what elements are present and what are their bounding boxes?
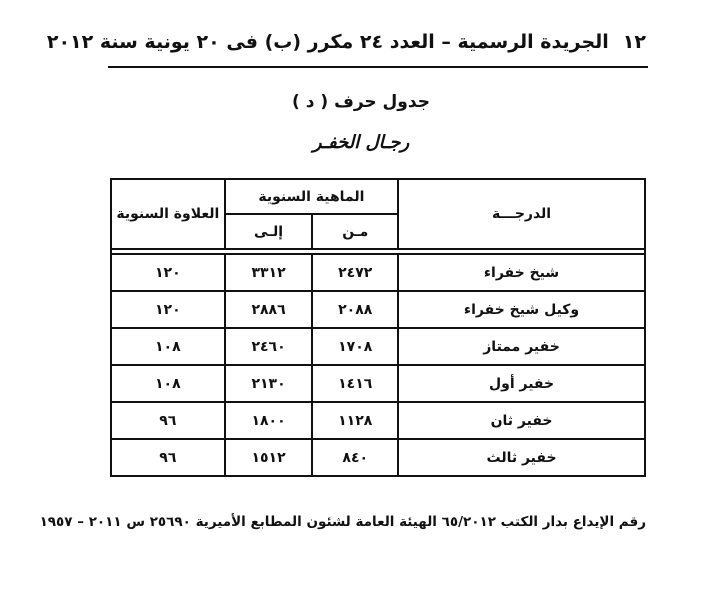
page-number: ١٢ (622, 31, 646, 53)
cell-from: ١١٢٨ (312, 402, 398, 439)
header-to: إلـى (225, 214, 313, 249)
section-title: رجـال الخفـر (312, 132, 410, 153)
cell-to: ١٥١٢ (225, 439, 313, 476)
deposit-footer: رقم الإيداع بدار الكتب ٦٥/٢٠١٢ الهيئة العامة لشئون المطابع الأميرية ٢٥٦٩٠ س ٢٠١١ – ١٩٥٧ (39, 514, 646, 530)
cell-raise: ١٠٨ (111, 365, 225, 402)
cell-raise: ٩٦ (111, 439, 225, 476)
header-annual-salary: الماهية السنوية (225, 179, 398, 214)
table-row (111, 254, 645, 291)
table-header-row (111, 179, 645, 214)
cell-raise: ٩٦ (111, 402, 225, 439)
cell-to: ١٨٠٠ (225, 402, 313, 439)
cell-raise: ١٢٠ (111, 254, 225, 291)
cell-from: ٢٤٧٢ (312, 254, 398, 291)
cell-from: ١٤١٦ (312, 365, 398, 402)
cell-from: ١٧٠٨ (312, 328, 398, 365)
cell-to: ٣٣١٢ (225, 254, 313, 291)
cell-raise: ١٠٨ (111, 328, 225, 365)
page-header (46, 22, 646, 62)
salary-table (110, 178, 646, 477)
cell-grade: خفير أول (398, 365, 645, 402)
cell-to: ٢١٣٠ (225, 365, 313, 402)
cell-grade: وكيل شيخ خفراء (398, 291, 645, 328)
header-annual-raise: العلاوة السنوية (111, 179, 225, 249)
header-divider (108, 66, 648, 68)
cell-raise: ١٢٠ (111, 291, 225, 328)
cell-to: ٢٤٦٠ (225, 328, 313, 365)
cell-grade: خفير ممتاز (398, 328, 645, 365)
cell-to: ٢٨٨٦ (225, 291, 313, 328)
cell-from: ٢٠٨٨ (312, 291, 398, 328)
cell-grade: شيخ خفراء (398, 254, 645, 291)
table-row (111, 365, 645, 402)
table-row (111, 439, 645, 476)
table-row (111, 402, 645, 439)
table-row (111, 328, 645, 365)
cell-grade: خفير ثان (398, 402, 645, 439)
header-grade: الدرجـــة (398, 179, 645, 249)
table-row (111, 291, 645, 328)
gazette-line: الجريدة الرسمية – العدد ٢٤ مكرر (ب) فى ٢٠ يونية سنة ٢٠١٢ (46, 31, 609, 53)
cell-grade: خفير ثالث (398, 439, 645, 476)
cell-from: ٨٤٠ (312, 439, 398, 476)
schedule-title: جدول حرف ( د ) (292, 92, 430, 112)
header-from: مـن (312, 214, 398, 249)
